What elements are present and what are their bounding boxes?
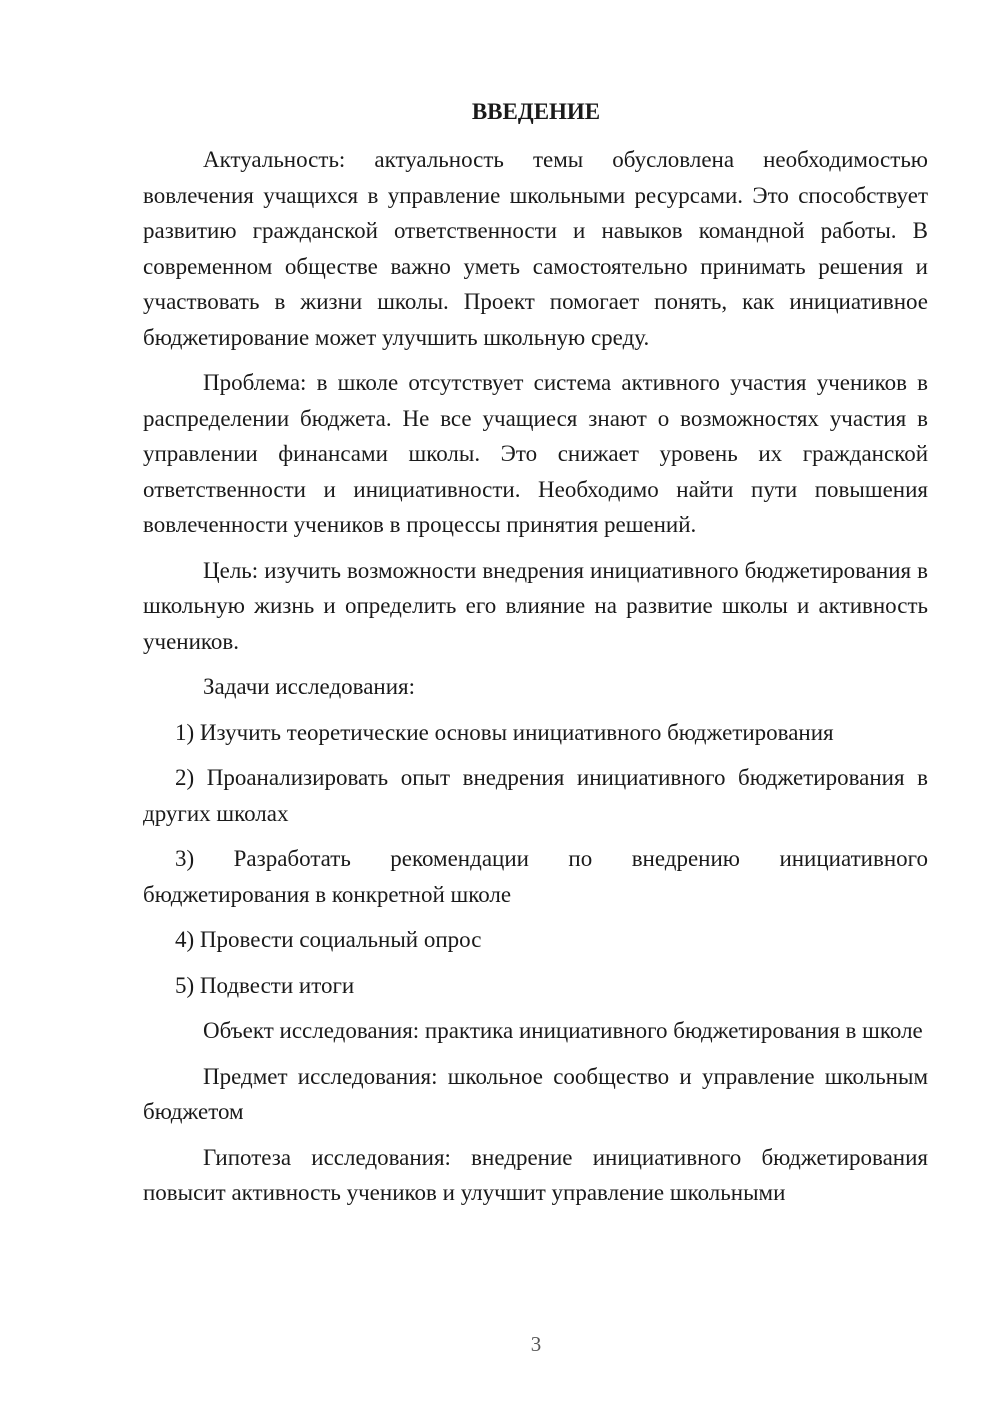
section-heading: ВВЕДЕНИЕ <box>471 99 601 124</box>
tasks-title: Задачи исследования: <box>203 674 416 699</box>
page-body <box>143 142 928 1221</box>
page-number: 3 <box>530 1332 542 1356</box>
task-item: 5) Подвести итоги <box>175 972 355 998</box>
task-item: 2) Проанализировать опыт внедрения инициативного бюджетирования в других школах <box>143 765 928 826</box>
goal-paragraph: Цель: изучить возможности внедрения инициативного бюджетирования в школьную жизнь и определить его влияние на развитие школы и активность учеников. <box>143 557 928 654</box>
relevance-paragraph: Актуальность: актуальность темы обусловлена необходимостью вовлечения учащихся в управление школьными ресурсами. Это способствует развитию гражданской ответственности и навыков командной работы. В современном обществе важно уметь самостоятельно принимать решения и участвовать в жизни школы. Проект помогает понять, как инициативное бюджетирование может улучшить школьную среду. <box>143 147 928 350</box>
problem-paragraph: Проблема: в школе отсутствует система активного участия учеников в распределении бюджета. Не все учащиеся знают о возможностях участия в управлении финансами школы. Это снижает уровень их гражданской ответственности и инициативности. Необходимо найти пути повышения вовлеченности учеников в процессы принятия решений. <box>143 370 928 537</box>
hypothesis-paragraph: Гипотеза исследования: внедрение инициативного бюджетирования повысит активность учеников и улучшит управление школьными <box>143 1144 928 1205</box>
task-item: 1) Изучить теоретические основы инициативного бюджетирования <box>175 719 834 745</box>
task-item: 4) Провести социальный опрос <box>175 927 482 952</box>
task-item: 3) Разработать рекомендации по внедрению инициативного бюджетирования в конкретной школе <box>143 846 928 907</box>
subject-paragraph: Предмет исследования: школьное сообщество и управление школьным бюджетом <box>143 1063 928 1124</box>
object-paragraph: Объект исследования: практика инициативного бюджетирования в школе <box>203 1018 923 1043</box>
